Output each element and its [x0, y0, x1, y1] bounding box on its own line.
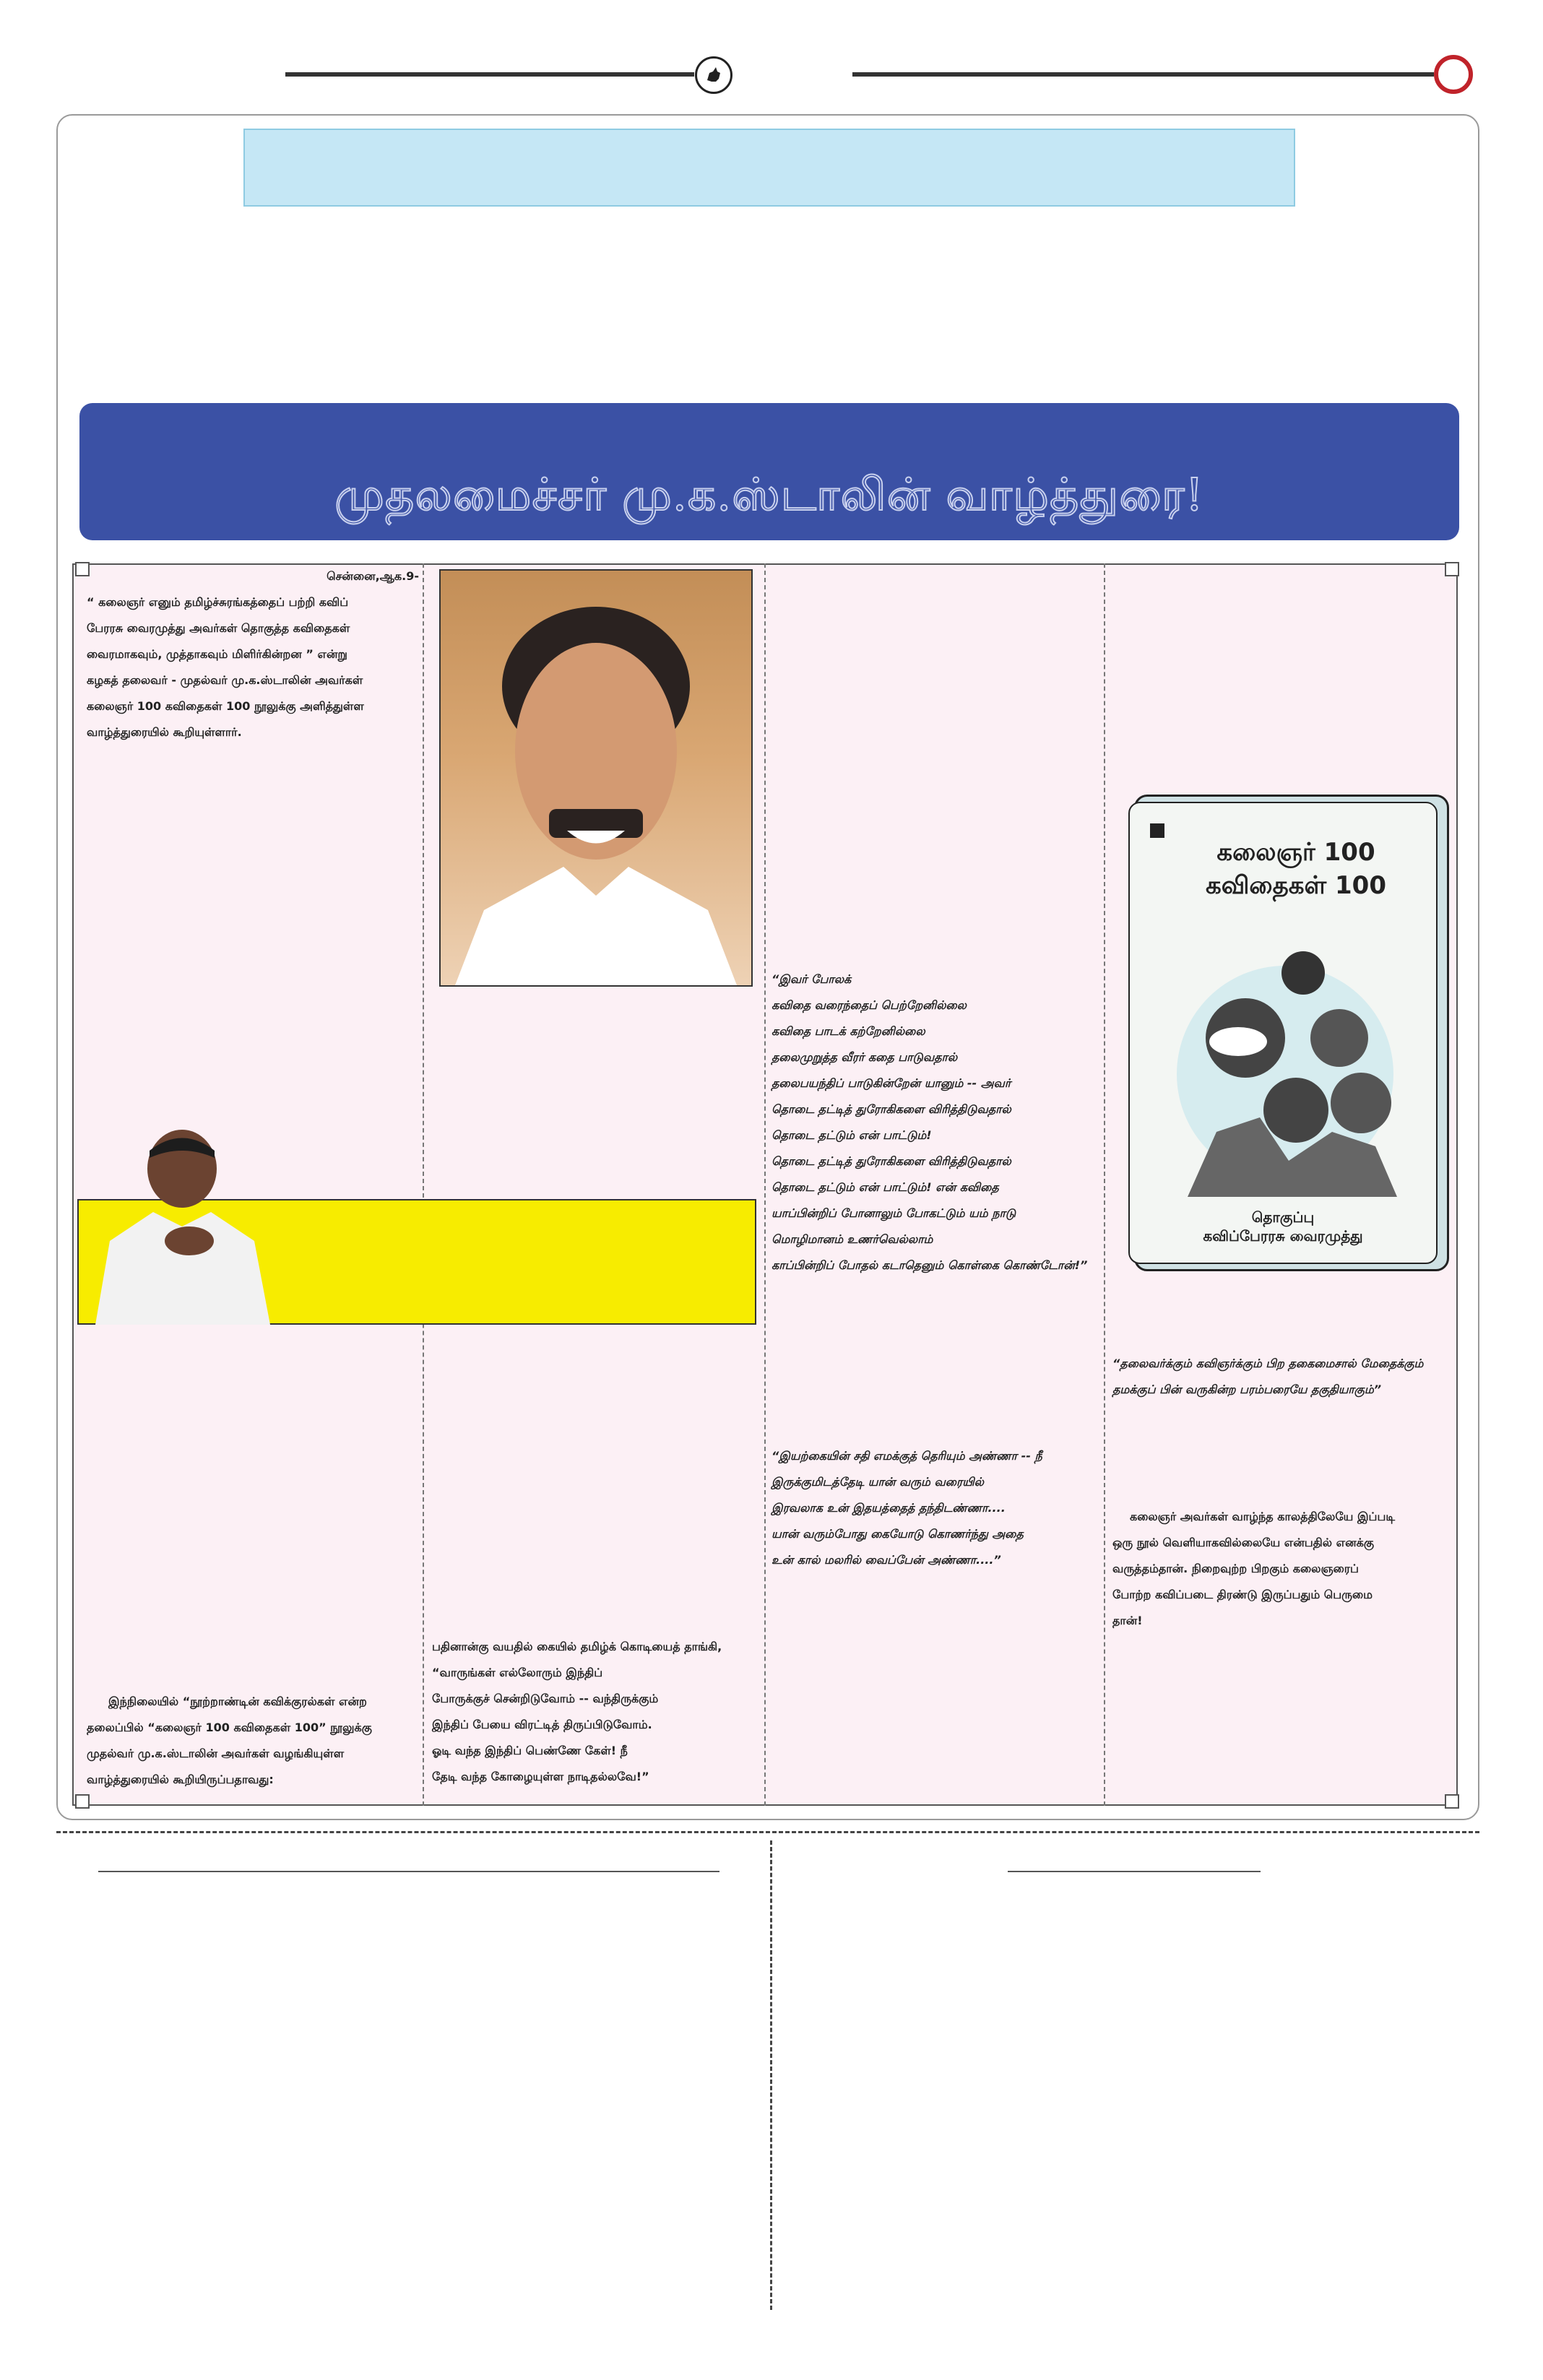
- book-title: [1173, 836, 1419, 902]
- deer-emblem-icon: [695, 56, 732, 94]
- column4-quote: [1112, 1351, 1452, 1403]
- book-title-line: கவிதைகள் 100: [1206, 871, 1386, 900]
- column3-verse1: [772, 966, 1102, 1278]
- column-divider: [423, 563, 424, 1806]
- verse-line: தொடை தட்டித் துரோகிகளை விரித்திடுவதால்: [772, 1102, 1011, 1116]
- verse-line: போருக்குச் சென்றிடுவோம் -- வந்திருக்கும்: [432, 1692, 659, 1705]
- paragraph-line: தான்!: [1112, 1614, 1143, 1627]
- verse-line: “இயற்கையின் சதி எமக்குத் தெரியும் அண்ணா -- நீ: [772, 1449, 1042, 1463]
- corner-ornament: [75, 1794, 90, 1809]
- column-divider: [1104, 563, 1105, 1806]
- book-illustration: [1159, 930, 1412, 1197]
- verse-line: மொழிமானம் உணர்வெல்லாம்: [772, 1232, 933, 1246]
- paragraph-line: கழகத் தலைவர் - முதல்வர் மு.க.ஸ்டாலின் அவர்கள்: [87, 673, 363, 687]
- paragraph-line: இந்நிலையில் “நூற்றாண்டின் கவிக்குரல்கள் என்ற: [108, 1695, 367, 1708]
- verse-line: இருக்குமிடத்தேடி யான் வரும் வரையில்: [772, 1475, 984, 1489]
- column1-text: [87, 563, 419, 745]
- column-divider: [764, 563, 766, 1806]
- verse-line: கவிதை பாடக் கற்றேனில்லை: [772, 1024, 925, 1038]
- paragraph-line: பேரரசு வைரமுத்து அவர்கள் தொகுத்த கவிதைகள்: [87, 621, 350, 635]
- compiler-name: கவிப்பேரரசு வைரமுத்து: [1203, 1227, 1363, 1245]
- book-front: [1128, 802, 1438, 1264]
- verse-line: “வாருங்கள் எல்லோரும் இந்திப்: [432, 1666, 603, 1679]
- paragraph-line: கலைஞர் அவர்கள் வாழ்ந்த காலத்திலேயே இப்படி: [1130, 1510, 1396, 1523]
- paragraph-line: தலைப்பில் “கலைஞர் 100 கவிதைகள் 100” நூலுக்கு: [87, 1721, 372, 1734]
- compiler-label: தொகுப்பு: [1251, 1208, 1315, 1226]
- book-title-line: கலைஞர் 100: [1216, 838, 1375, 867]
- paragraph-line: பதினான்கு வயதில் கையில் தமிழ்க் கொடியைத் தாங்கி,: [432, 1640, 722, 1653]
- verse-line: “இவர் போலக்: [772, 972, 852, 986]
- header-rule-left: [285, 72, 694, 77]
- section-divider-vertical: [770, 1840, 772, 2310]
- column4-text: [1112, 1504, 1442, 1634]
- verse-line: யாப்பின்றிப் போனாலும் போகட்டும் யம் நாடு: [772, 1206, 1016, 1220]
- corner-ornament: [1445, 562, 1459, 576]
- paragraph-line: வாழ்த்துரையில் கூறியிருப்பதாவது:: [87, 1773, 274, 1786]
- verse-line: இரவலாக உன் இதயத்தைத் தந்திடண்ணா....: [772, 1501, 1006, 1515]
- paragraph-line: வைரமாகவும், முத்தாகவும் மிளிர்கின்றன ” என்று: [87, 647, 347, 661]
- paragraph-line: ஒரு நூல் வெளியாகவில்லையே என்பதில் எனக்கு: [1112, 1536, 1374, 1549]
- paragraph-line: போற்ற கவிப்படை திரண்டு இருப்பதும் பெருமை: [1112, 1588, 1373, 1601]
- publisher-logo: [1150, 823, 1164, 838]
- paragraph-line: “ கலைஞர் எனும் தமிழ்ச்சுரங்கத்தைப் பற்றி கவிப்: [87, 595, 349, 609]
- chief-minister-photo: [439, 569, 753, 987]
- book-cover: [1128, 795, 1449, 1271]
- verse-line: தொடை தட்டும் என் பாட்டும்!: [772, 1128, 932, 1142]
- story-rule-right: [1008, 1871, 1261, 1872]
- headline-banner: [79, 403, 1459, 540]
- paragraph-line: வாழ்த்துரையில் கூறியுள்ளார்.: [87, 725, 242, 739]
- verse-line: உன் கால் மலரில் வைப்பேன் அண்ணா....”: [772, 1553, 1001, 1567]
- paragraph-line: முதல்வர் மு.க.ஸ்டாலின் அவர்கள் வழங்கியுள்ள: [87, 1747, 345, 1760]
- section-divider: [56, 1831, 1479, 1833]
- book-compiler: [1130, 1208, 1436, 1245]
- verse-line: யான் வரும்போது கையோடு கொணர்ந்து அதை: [772, 1527, 1024, 1541]
- column3-verse2: [772, 1443, 1102, 1573]
- verse-line: தொடை தட்டும் என் பாட்டும்! என் கவிதை: [772, 1180, 999, 1194]
- poet-photo: [81, 1118, 283, 1325]
- verse-line: தலைமுறுத்த வீரர் கதை பாடுவதால்: [772, 1050, 958, 1064]
- quote-line: “தலைவர்க்கும் கவிஞர்க்கும் பிற தகைமைசால் மேதைக்கும்: [1112, 1356, 1424, 1370]
- corner-ornament: [1445, 1794, 1459, 1809]
- quote-line: தமக்குப் பின் வருகின்ற பரம்பரையே தகுதியாகும்”: [1112, 1382, 1382, 1396]
- verse-line: தலைபயந்திப் பாடுகின்றேன் யானும் -- அவர்: [772, 1076, 1011, 1090]
- verse-line: காப்பின்றிப் போதல் கடாதெனும் கொள்கை கொண்டோன்!”: [772, 1258, 1088, 1272]
- paragraph-line: கலைஞர் 100 கவிதைகள் 100 நூலுக்கு அளித்துள்ள: [87, 699, 364, 713]
- dateline: சென்னை,ஆக.9-: [327, 569, 419, 583]
- verse-line: தேடி வந்த கோழையுள்ள நாடிதல்லவே!”: [432, 1770, 649, 1783]
- story-rule-left: [98, 1871, 719, 1872]
- verse-line: இந்திப் பேயை விரட்டித் திருப்பிடுவோம்.: [432, 1718, 652, 1731]
- paragraph-line: வருத்தம்தான். நிறைவுற்ற பிறகும் கலைஞரைப்: [1112, 1562, 1359, 1575]
- column2-bottom-text: [432, 1634, 761, 1790]
- verse-line: ஓடி வந்த இந்திப் பெண்ணே கேள்! நீ: [432, 1744, 628, 1757]
- verse-line: தொடை தட்டித் துரோகிகளை விரித்திடுவதால்: [772, 1154, 1011, 1168]
- headline-title: முதலமைச்சர் மு.க.ஸ்டாலின் வாழ்த்துரை!: [334, 468, 1204, 521]
- verse-line: கவிதை வரைந்தைப் பெற்றேனில்லை: [772, 998, 967, 1012]
- page-number-circle: [1434, 55, 1473, 94]
- top-ad-box: [243, 129, 1295, 207]
- header-rule-right: [852, 72, 1434, 77]
- column1-bottom-text: [87, 1689, 419, 1793]
